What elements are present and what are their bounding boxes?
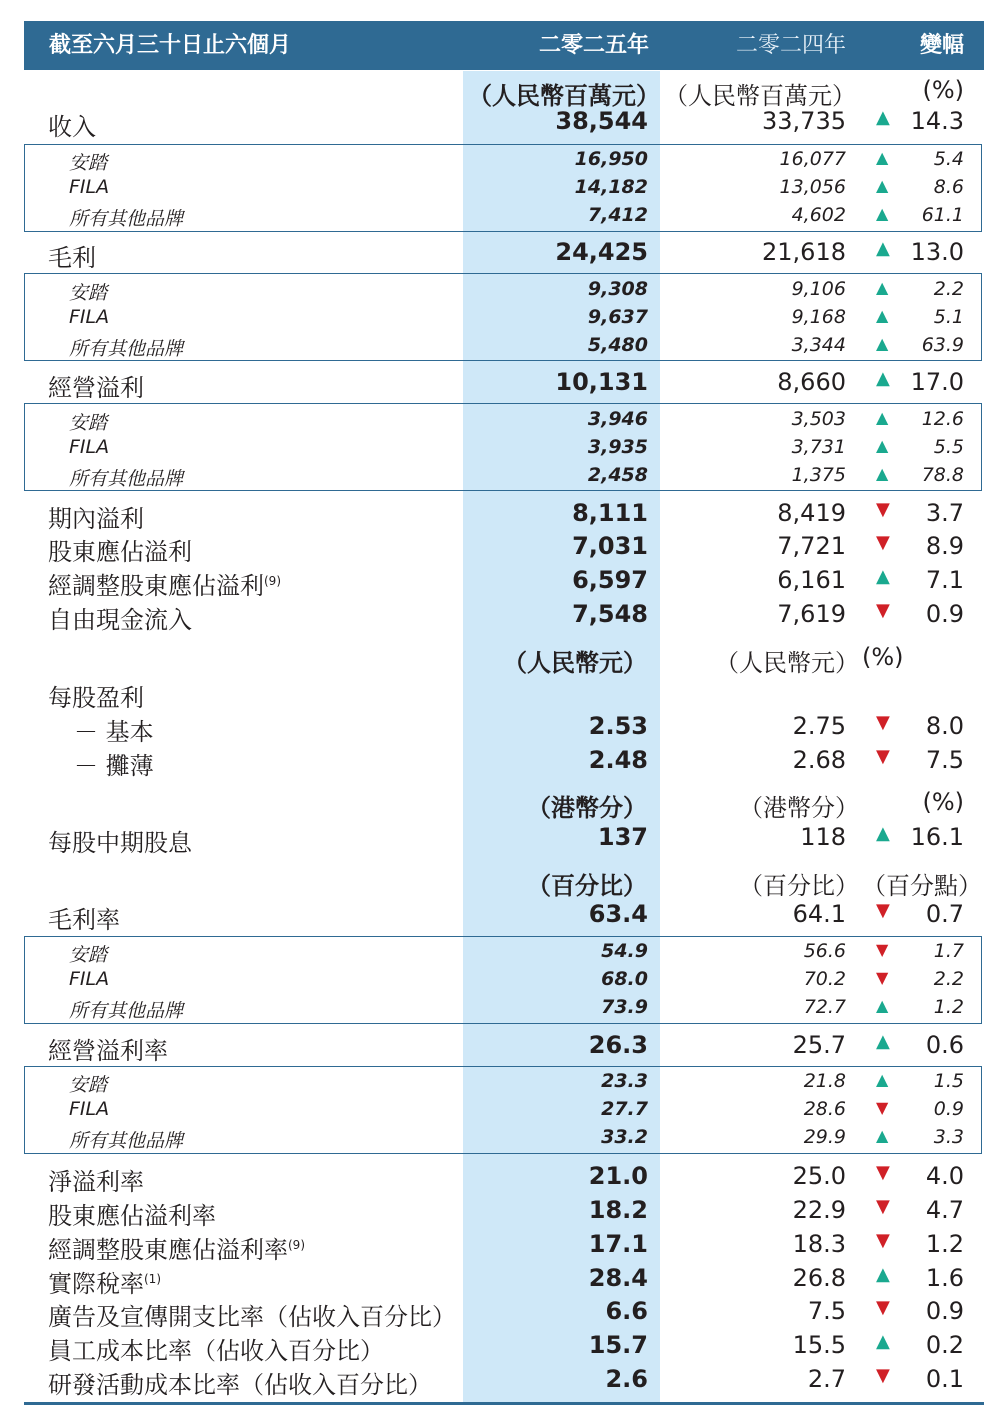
down-triangle-icon: ▼ <box>876 1365 890 1386</box>
value-2025: 21.0 <box>588 1162 648 1190</box>
unit-change-pct-points: （百分點） <box>862 872 982 900</box>
value-2025: 6.6 <box>605 1297 648 1325</box>
value-2025: 26.3 <box>588 1031 648 1059</box>
header-year-2024: 二零二四年 <box>735 33 846 58</box>
value-2024: 21,618 <box>762 238 846 266</box>
label-text: 經調整股東應佔溢利 <box>48 572 264 600</box>
value-2025: 68.0 <box>601 968 648 990</box>
row-label: － 基本 <box>74 718 154 746</box>
value-2025: 8,111 <box>572 499 648 527</box>
up-triangle-icon: ▲ <box>876 996 889 1015</box>
table-bottom-rule <box>24 1402 984 1405</box>
value-change: 13.0 <box>910 238 964 266</box>
value-2024: 3,731 <box>791 436 846 458</box>
value-2025: 2,458 <box>587 464 648 486</box>
footnote-ref: (9) <box>264 574 281 588</box>
value-2025: 137 <box>597 823 648 851</box>
value-change: 0.1 <box>925 1365 964 1393</box>
value-change: 1.5 <box>933 1070 964 1092</box>
label-text: 實際稅率 <box>48 1270 144 1298</box>
up-triangle-icon: ▲ <box>876 306 889 325</box>
value-2024: 22.9 <box>792 1196 846 1224</box>
brand-label: 安踏 <box>69 1074 108 1096</box>
value-2024: 16,077 <box>779 148 846 170</box>
value-change: 16.1 <box>910 823 964 851</box>
value-2025: 2.6 <box>605 1365 648 1393</box>
row-label: 淨溢利率 <box>48 1168 144 1196</box>
row-label: 研發活動成本比率（佔收入百分比） <box>48 1371 432 1399</box>
down-triangle-icon: ▼ <box>876 1297 890 1318</box>
down-triangle-icon: ▼ <box>876 1162 890 1183</box>
value-2024: 4,602 <box>791 204 846 226</box>
value-2025: 38,544 <box>555 107 648 135</box>
value-2025: 15.7 <box>588 1331 648 1359</box>
value-2024: 3,344 <box>791 334 846 356</box>
down-triangle-icon: ▼ <box>876 1230 890 1251</box>
value-change: 1.2 <box>933 996 964 1018</box>
header-change: 變幅 <box>919 33 964 58</box>
up-triangle-icon: ▲ <box>876 464 889 483</box>
value-2025: 7,412 <box>587 204 648 226</box>
value-change: 2.2 <box>933 278 964 300</box>
label-text: 經調整股東應佔溢利率 <box>48 1236 288 1264</box>
value-2024: 33,735 <box>762 107 846 135</box>
brand-label: FILA <box>69 1098 110 1120</box>
value-2024: 21.8 <box>803 1070 846 1092</box>
value-change: 61.1 <box>921 204 964 226</box>
down-triangle-icon: ▼ <box>876 532 890 553</box>
value-2025: 24,425 <box>555 238 648 266</box>
value-2025: 33.2 <box>601 1126 648 1148</box>
row-label: 員工成本比率（佔收入百分比） <box>48 1337 384 1365</box>
row-label: 自由現金流入 <box>48 606 192 634</box>
row-label <box>48 1230 305 1265</box>
value-2025: 7,548 <box>572 600 648 628</box>
value-2024: 25.0 <box>792 1162 846 1190</box>
brand-label: 安踏 <box>69 944 108 966</box>
down-triangle-icon: ▼ <box>876 940 889 959</box>
unit-change-pct-b: (%) <box>862 643 904 671</box>
brand-label: 所有其他品牌 <box>69 1000 184 1022</box>
down-triangle-icon: ▼ <box>876 499 890 520</box>
value-change: 5.1 <box>933 306 964 328</box>
down-triangle-icon: ▼ <box>876 968 889 987</box>
row-label: － 攤薄 <box>74 752 154 780</box>
row-label: 期內溢利 <box>48 505 144 533</box>
value-change: 1.6 <box>925 1264 964 1292</box>
value-change: 7.1 <box>925 566 964 594</box>
value-change: 7.5 <box>925 746 964 774</box>
unit-2025-percent: （百分比） <box>527 872 647 900</box>
up-triangle-icon: ▲ <box>876 1070 889 1089</box>
value-2025: 3,946 <box>587 408 648 430</box>
value-2025: 10,131 <box>555 368 648 396</box>
value-change: 5.4 <box>933 148 964 170</box>
brand-label: 所有其他品牌 <box>69 468 184 490</box>
up-triangle-icon: ▲ <box>876 148 889 167</box>
up-triangle-icon: ▲ <box>876 368 890 389</box>
unit-change-pct-c: (%) <box>922 788 964 816</box>
row-label: 經營溢利率 <box>48 1037 168 1065</box>
up-triangle-icon: ▲ <box>876 204 889 223</box>
up-triangle-icon: ▲ <box>876 1264 890 1285</box>
row-label: 收入 <box>48 113 96 141</box>
value-2025: 23.3 <box>601 1070 648 1092</box>
brand-label: 所有其他品牌 <box>69 1130 184 1152</box>
row-label: 廣告及宣傳開支比率（佔收入百分比） <box>48 1303 456 1331</box>
brand-label: 所有其他品牌 <box>69 338 184 360</box>
unit-2025-rmb: （人民幣元） <box>503 649 647 677</box>
value-2024: 7,619 <box>777 600 846 628</box>
value-2025: 7,031 <box>572 532 648 560</box>
value-2024: 2.75 <box>792 712 846 740</box>
brand-label: 安踏 <box>69 282 108 304</box>
value-2024: 64.1 <box>792 900 846 928</box>
brand-label: 安踏 <box>69 412 108 434</box>
row-label: 毛利率 <box>48 906 120 934</box>
value-change: 8.9 <box>925 532 964 560</box>
value-change: 8.6 <box>933 176 964 198</box>
value-2024: 70.2 <box>803 968 846 990</box>
value-2025: 2.48 <box>588 746 648 774</box>
value-2024: 9,106 <box>791 278 846 300</box>
unit-2025-rmb-million: （人民幣百萬元） <box>468 82 660 110</box>
down-triangle-icon: ▼ <box>876 900 890 921</box>
value-change: 14.3 <box>910 107 964 135</box>
value-2024: 2.68 <box>792 746 846 774</box>
value-2025: 9,308 <box>587 278 648 300</box>
up-triangle-icon: ▲ <box>876 1331 890 1352</box>
value-change: 1.7 <box>933 940 964 962</box>
footnote-ref: (1) <box>144 1272 161 1286</box>
unit-2024-rmb: （人民幣元） <box>715 649 859 677</box>
value-2024: 118 <box>800 823 846 851</box>
row-label: 股東應佔溢利率 <box>48 1202 216 1230</box>
down-triangle-icon: ▼ <box>876 712 890 733</box>
value-2024: 9,168 <box>791 306 846 328</box>
up-triangle-icon: ▲ <box>876 823 890 844</box>
value-change: 8.0 <box>925 712 964 740</box>
value-change: 4.0 <box>925 1162 964 1190</box>
up-triangle-icon: ▲ <box>876 1126 889 1145</box>
value-2025: 9,637 <box>587 306 648 328</box>
up-triangle-icon: ▲ <box>876 408 889 427</box>
unit-2025-hk-cents: （港幣分） <box>527 794 647 822</box>
value-2025: 2.53 <box>588 712 648 740</box>
value-2025: 6,597 <box>572 566 648 594</box>
value-2024: 18.3 <box>792 1230 846 1258</box>
value-2025: 63.4 <box>588 900 648 928</box>
value-2025: 54.9 <box>601 940 648 962</box>
value-2025: 3,935 <box>587 436 648 458</box>
value-2025: 27.7 <box>601 1098 648 1120</box>
row-label: 毛利 <box>48 244 96 272</box>
value-2024: 7.5 <box>807 1297 846 1325</box>
value-change: 0.9 <box>925 1297 964 1325</box>
row-label <box>48 1264 161 1299</box>
table-row-revenue <box>24 107 984 141</box>
value-2025: 18.2 <box>588 1196 648 1224</box>
down-triangle-icon: ▼ <box>876 600 890 621</box>
up-triangle-icon: ▲ <box>876 566 890 587</box>
value-2024: 15.5 <box>792 1331 846 1359</box>
value-change: 0.7 <box>925 900 964 928</box>
row-label <box>48 566 281 601</box>
value-2024: 1,375 <box>791 464 846 486</box>
value-2024: 13,056 <box>779 176 846 198</box>
brand-label: FILA <box>69 968 110 990</box>
value-change: 17.0 <box>910 368 964 396</box>
unit-change-pct: (%) <box>922 76 964 104</box>
row-label: 每股盈利 <box>48 684 144 712</box>
row-label: 股東應佔溢利 <box>48 538 192 566</box>
unit-2024-percent: （百分比） <box>739 872 859 900</box>
value-2025: 28.4 <box>588 1264 648 1292</box>
up-triangle-icon: ▲ <box>876 278 889 297</box>
up-triangle-icon: ▲ <box>876 334 889 353</box>
value-2024: 26.8 <box>792 1264 846 1292</box>
up-triangle-icon: ▲ <box>876 436 889 455</box>
value-change: 0.2 <box>925 1331 964 1359</box>
header-year-2025: 二零二五年 <box>538 33 649 58</box>
unit-2024-rmb-million: （人民幣百萬元） <box>664 82 856 110</box>
down-triangle-icon: ▼ <box>876 1196 890 1217</box>
up-triangle-icon: ▲ <box>876 107 890 128</box>
value-change: 78.8 <box>921 464 964 486</box>
brand-label: FILA <box>69 436 110 458</box>
value-2024: 6,161 <box>777 566 846 594</box>
table-header <box>24 21 984 70</box>
value-change: 3.3 <box>933 1126 964 1148</box>
value-2024: 8,660 <box>777 368 846 396</box>
brand-label: 所有其他品牌 <box>69 208 184 230</box>
brand-label: FILA <box>69 306 110 328</box>
row-label: 經營溢利 <box>48 374 144 402</box>
value-2025: 14,182 <box>574 176 648 198</box>
value-2025: 16,950 <box>574 148 648 170</box>
brand-label: FILA <box>69 176 110 198</box>
value-2024: 28.6 <box>803 1098 846 1120</box>
value-2025: 5,480 <box>587 334 648 356</box>
value-change: 0.6 <box>925 1031 964 1059</box>
value-2025: 73.9 <box>601 996 648 1018</box>
value-change: 3.7 <box>925 499 964 527</box>
value-2024: 3,503 <box>791 408 846 430</box>
down-triangle-icon: ▼ <box>876 746 890 767</box>
up-triangle-icon: ▲ <box>876 1031 890 1052</box>
value-change: 4.7 <box>925 1196 964 1224</box>
value-2024: 7,721 <box>777 532 846 560</box>
value-2024: 56.6 <box>803 940 846 962</box>
value-change: 2.2 <box>933 968 964 990</box>
value-2024: 29.9 <box>803 1126 846 1148</box>
value-2024: 2.7 <box>807 1365 846 1393</box>
footnote-ref: (9) <box>288 1238 305 1252</box>
value-2024: 72.7 <box>803 996 846 1018</box>
down-triangle-icon: ▼ <box>876 1098 889 1117</box>
value-2024: 8,419 <box>777 499 846 527</box>
up-triangle-icon: ▲ <box>876 238 890 259</box>
value-2024: 25.7 <box>792 1031 846 1059</box>
value-change: 0.9 <box>933 1098 964 1120</box>
value-change: 1.2 <box>925 1230 964 1258</box>
brand-label: 安踏 <box>69 152 108 174</box>
value-change: 0.9 <box>925 600 964 628</box>
value-change: 5.5 <box>933 436 964 458</box>
up-triangle-icon: ▲ <box>876 176 889 195</box>
value-change: 63.9 <box>921 334 964 356</box>
value-2025: 17.1 <box>588 1230 648 1258</box>
header-period: 截至六月三十日止六個月 <box>49 33 292 58</box>
value-change: 12.6 <box>921 408 964 430</box>
row-label: 每股中期股息 <box>48 829 192 857</box>
unit-2024-hk-cents: （港幣分） <box>739 794 859 822</box>
